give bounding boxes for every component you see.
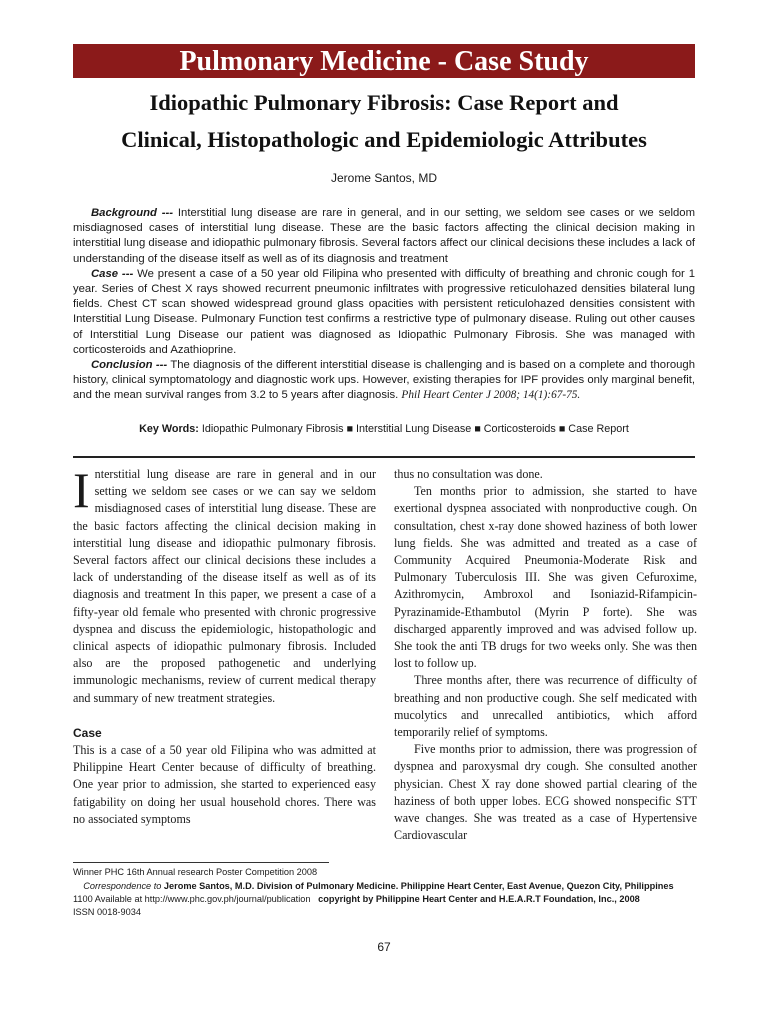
body-column-left <box>73 462 376 828</box>
correspondence-address: Division of Pulmonary Medicine. Philippine Heart Center, East Avenue, Quezon City, Philippines <box>254 881 674 891</box>
intro-paragraph <box>73 462 376 707</box>
abstract <box>73 206 695 404</box>
right-paragraph-1: Ten months prior to admission, she started to have exertional dyspnea associated with nonproductive cough. On consultation, chest x-ray done showed haziness of both lower lung fields. She was admitted and treated as a case of Community Acquired Pneumonia-Moderate Risk and Pulmonary Tuberculosis III. She was given Cefuroxime, Azithromycin, Ambroxol and Isoniazid-Rifampicin-Pyrazinamide-Ethambutol (Myrin P forte). She was discharged apparently improved and was advised follow up. She took the anti TB drugs for two weeks only. She was then lost to follow up. <box>394 484 697 671</box>
conclusion-label: Conclusion --- <box>91 359 168 372</box>
footnote-correspondence <box>73 880 713 893</box>
body-column-right <box>394 466 697 844</box>
case-text: We present a case of a 50 year old Filipina who presented with difficulty of breathing and chronic cough for 1 year. Series of Chest X rays showed recurrent pneumonic infiltrates with progressive reticulohazed densities bilateral lung fields. Chest CT scan showed widespread ground glass opacities with persistent reticulohazed densities consistent with Interstitial Lung Disease. Pulmonary Function test confirms a restrictive type of pulmonary disease. Ruling out other causes of Interstitial Lung Disease our patient was diagnosed as Idiopathic Pulmonary Fibrosis. She was managed with corticosteroids and Azathioprine. <box>73 267 695 356</box>
journal-section-banner: Pulmonary Medicine - Case Study <box>73 44 695 78</box>
footnote-divider <box>73 862 329 863</box>
availability-text: 1100 Available at http://www.phc.gov.ph/journal/publication <box>73 894 311 904</box>
intro-text: nterstitial lung disease are rare in general and in our setting we seldom see cases or we can say we seldom misdiagnosed cases of interstitial lung disease. These are the basic factors affecting the clinical decision making in interstitial lung disease and idiopathic pulmonary fibrosis. Several factors affect our clinical decisions these includes a lack of understanding of the disease itself as well as of its diagnosis and treatment In this paper, we present a case of a fifty-year old female who presented with chronic progressive dyspnea and discuss the epidemiologic, histopathologic and clinical aspects of idiopathic pulmonary fibrosis. Included also are the proposed pathogenetic and underlying immunologic mechanisms, review of current medical therapy and summary of new treatment strategies. <box>73 467 376 705</box>
abstract-background <box>73 206 695 267</box>
abstract-case <box>73 267 695 358</box>
journal-citation: Phil Heart Center J 2008; 14(1):67-75. <box>401 389 581 402</box>
background-label: Background --- <box>91 207 174 219</box>
author-name: Jerome Santos, MD <box>330 171 438 185</box>
drop-cap: I <box>73 462 90 518</box>
case-paragraph: This is a case of a 50 year old Filipina who was admitted at Philippine Heart Center because of difficulty of breathing. One year prior to admission, she started to experienced easy fatigability on doing her usual household chores. There was no associated symptoms <box>73 743 376 826</box>
abstract-conclusion <box>73 358 695 404</box>
case-heading: Case <box>73 725 102 740</box>
footnote-award: Winner PHC 16th Annual research Poster Competition 2008 <box>73 867 318 877</box>
correspondence-name: Jerome Santos, M.D. <box>161 881 255 891</box>
section-divider <box>73 456 695 458</box>
conclusion-text: The diagnosis of the different interstitial disease is challenging and is based on a complete and thorough history, clinical symptomatology and diagnostic work ups. However, existing therapies for IPF provides only marginal benefit, and the mean survival ranges from 3.2 to 5 years after diagnosis. <box>73 359 695 402</box>
keywords-label: Key Words: <box>139 423 199 435</box>
correspondence-label: Correspondence to <box>83 881 162 891</box>
article-title-line-2: Clinical, Histopathologic and Epidemiologic Attributes <box>121 127 647 152</box>
right-paragraph-0: thus no consultation was done. <box>394 467 543 481</box>
footnote-issn: ISSN 0018-9034 <box>73 907 141 917</box>
right-paragraph-2: Three months after, there was recurrence of difficulty of breathing and non productive cough. She self medicated with mucolytics and unrecalled antibiotics, which afford temporarily relief of symptoms. <box>394 673 697 740</box>
background-text: Interstitial lung disease are rare in general, and in our setting, we seldom see cases or we seldom misdiagnosed cases of interstitial lung disease. These are the basic factors affecting the clinical decision making in interstitial lung disease and idiopathic pulmonary fibrosis. Several factors affect our clinical decisions these includes a lack of understanding of the disease itself as well as of its diagnosis and treatment <box>73 207 695 265</box>
footnote-availability <box>73 893 713 906</box>
article-title-line-1: Idiopathic Pulmonary Fibrosis: Case Report and <box>149 90 619 115</box>
keywords <box>73 423 695 435</box>
keywords-text: Idiopathic Pulmonary Fibrosis ■ Interstitial Lung Disease ■ Corticosteroids ■ Case Report <box>198 423 629 435</box>
right-paragraph-3: Five months prior to admission, there was progression of dyspnea and paroxysmal dry cough. She consulted another physician. Chest X ray done showed partial clearing of the haziness of both upper lobes. ECG showed nonspecific STT wave changes. She was treated as a case of Hypertensive Cardiovascular <box>394 742 697 843</box>
copyright-holder: Philippine Heart Center and H.E.A.R.T Foundation, Inc., 2008 <box>373 894 640 904</box>
page-number: 67 <box>377 940 391 954</box>
copyright-label: copyright by <box>318 894 374 904</box>
case-label: Case --- <box>91 267 134 280</box>
